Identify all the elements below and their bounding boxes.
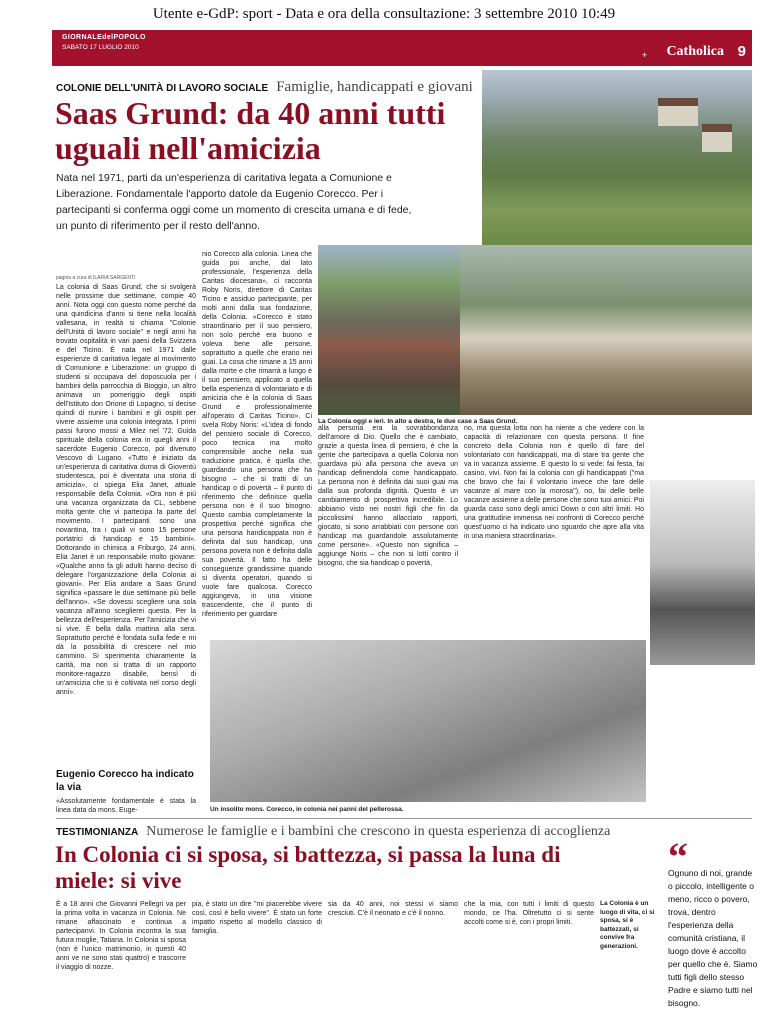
kicker-topic: Famiglie, handicappati e giovani [276,79,473,95]
section-divider [56,818,752,819]
newspaper-brand: GIORNALEdelPOPOLO [62,34,146,41]
testimony-label: TESTIMONIANZA [56,827,139,838]
article-column-3: alla persona era la sovrabbondanza dell'amore di Dio. Quello che è cambiato, grazie a questa linea di pensiero, è che la gente che partecipava a quella Colonia non guardava più alla persona che aveva un handicap definendola come handicappato. La persona non è definita dai suoi guai ma dalla sua profonda dignità. Questo è un cambiamento di prospettiva incredibile. Lo abbiamo visto nei nostri figli che fin da piccolissimi hanno allacciato rapporti, giocato, si sono arrabbiati con persone con handicap ma guardandole assolutamente come persone». «Questo non significa – aggiunge Noris – che non si lotti contro il bisogno, che sia handicap o povertà, [318,425,458,567]
photo-caption-top: La Colonia oggi e ieri. In alto a destra, le due case a Saas Grund. [318,418,518,425]
kicker-label: COLONIE DELL'UNITÀ DI LAVORO SOCIALE [56,83,269,94]
issue-date: SABATO 17 LUGLIO 2010 [62,44,139,51]
article-column-4: no, ma questa lotta non ha niente a che vedere con la capacità di relazionare con questa persona. Il fine concreto della Colonia non è quello di fare del volontariato con handicappati, ma di stare tra gente che va in vacanza assieme. E questo lo si vede: fai festa, fai casino, vivi. Non fai la colonia con gli handicappati ("ma che bravo che fai il volontario invece che fare delle vacanze al mare con la morosa"), no, fai delle belle vacanze assieme a delle persone che sono tuoi amici. Poi guarda caso sono degli amici Down o con altri limiti. Ho una gratitudine immensa nei confronti di Corecco perché quest'uomo ci ha indicato uno sguardo che apre alla vita in una maniera straordinaria». [464,425,644,540]
bw-corecco-photo [210,640,646,802]
testimony-column-3: sia da 40 anni, noi stessi vi siamo cresciuti. C'è il neonato e c'è il nonno. [328,901,458,917]
page-header-band [52,30,752,66]
consultation-header: Utente e-GdP: sport - Data e ora della consultazione: 3 settembre 2010 10:49 [152,6,616,22]
testimony-sidebar-caption: La Colonia è un luogo di vita, ci si sposa, si è battezzati, si convive fra generazioni. [600,900,655,950]
section-name: Catholica [666,44,724,59]
mountain-village-photo [482,70,752,245]
photo-caption-bw: Un insolito mons. Corecco, in colonia nei panni del pellerossa. [210,806,404,813]
subhead: Eugenio Corecco ha indicato la via [56,769,194,793]
testimony-column-4: che la mia, con tutti i limiti di questo mondo, ce l'ha. Oltretutto ci si sente accolti come si è, con i propri limiti. [464,901,594,926]
article-headline: Saas Grund: da 40 anni tutti uguali nell'amicizia [55,95,446,166]
article-standfirst: Nata nel 1971, parti da un'esperienza di caritativa legata a Comunione e Liberazione. Fondamentale l'apporto datole da Eugenio Corecco. Per i partecipanti si conferma oggi come un momento di crescita umana e di fede, un punto di riferimento per il resto dell'anno. [56,172,412,232]
music-photo [460,245,752,415]
quote-open-mark: “ [668,834,688,879]
pull-quote [662,834,758,1008]
testimony-headline: In Colonia ci si sposa, si battezza, si passa la luna di miele: si vive [55,842,561,893]
byline: pagina a cura di ILARIA SARGENTI [56,275,136,281]
testimony-column-1: È a 18 anni che Giovanni Pellegri va per la prima volta in vacanza in Colonia. Ne rimane affascinato e continua a partecipanvi. In Colonia incontra la sua futura moglie, Tatiana. In Colonia si sposa (non è l'unico matrimonio, in questi 40 anni ve ne sono stati quattro) e trascorre il viaggio di nozze. [56,901,186,971]
testimony-topic: Numerose le famiglie e i bambini che crescono in questa esperienza di accoglienza [146,824,611,839]
subhead-text: «Assolutamente fondamentale è stata la linea data da mons. Euge- [56,798,196,814]
bw-portrait-photo [650,480,755,665]
chalet-shape [702,124,732,152]
plus-mark: + [642,50,648,60]
testimony-kicker [56,822,610,840]
chalet-shape [658,98,698,126]
testimony-column-2: pia, è stato un dire "mi piacerebbe vivere così, così è bello vivere". È stato un forte impatto rispetto al modello classico di famiglia. [192,901,322,935]
pull-quote-text: Ognuno di noi, grande o piccolo, intelligente o meno, ricco o povero, trova, dentro l'esperienza della comunità cristiana, il luogo dove è accolto per quello che è. Siamo tutti figli dello stesso Padre e siamo tutti nel bisogno. [668,868,758,1008]
article-column-2: nio Corecco alla colonia. Linea che guida poi anche, dal lato professionale, l'esperienza della Caritas diocesana», ci racconta Roby Noris, direttore di Caritas Ticino e assiduo partecipante, per molti anni dalla sua fondazione, della Colonia. «Corecco è stato straordinario per il suo pensiero, non solo perché era buono e voleva bene alle persone, soprattutto a quelle che erano nei guai. La cosa che rimane a 15 anni dalla morte e che rimarrà a lungo è il suo pensiero, applicato a quella bella esperienza di volontariato e di amicizia che è la colonia di Saas Grund e professionalmente all'operato di Caritas Ticino». Ci svela Roby Noris: «L'idea di fondo del pensiero sociale di Corecco, poco tecnica ma molto comprensibile anche nella sua traduzione pratica, è quella che, guardando una persona che ha bisogno – che si tratti di un handicap o di povertà – il punto di riferimento che definisce quella persona non è il suo bisogno. Questo cambia completamente la prospettiva perché significa che una persona handicappata non è definita dal suo handicap, una persona povera non è definita dalla sua povertà. Il fatto ha delle conseguenze grandissime quando si diventa operatori, quando si vuole fare qualcosa. Corecco aggiungeva, in una visione trascendente, che il punto di riferimento per guardare [202,251,312,618]
page-number: 9 [737,43,746,60]
group-photo [318,245,460,415]
article-column-1: La colonia di Saas Grund, che si svolgerà nelle prossime due settimane, compie 40 anni. Nota oggi con questo nome perché da una quindicina d'anni si tiene nella località vallesana, in realtà si chiama "Colonie dell'Unità di lavoro sociale" e negli anni ha trovato ospitalità in vari paesi della Svizzera e del Ticino. È nata nel 1971 dalle esperienze di caritativa legate al movimento di Comunione e Liberazione: un gruppo di studenti si occupava del doposcuola per i bambini della parrocchia di Bioggio, un altro animava un pomeriggio degli ospiti dell'Istituto don Orione di Lopagno, si decise quindi di riunire i bambini e gli ospiti per vivere assieme una colonia integrata. I primi passi furono mossi a Milez nel '72. Guida spirituale della colonia era in quegli anni il sacerdote Eugenio Corecco, poi divenuto Vescovo di Lugano. «Tutto è iniziato da un'esperienza di caritativa durna di Gioventù studentesca, poi è diventata una storia di amicizia», ci spiega Elia Janet, attuale responsabile della Colonia. «Ora non è più una vacanza organizzata da CL, sebbene molta gente che vi partecipa fa parte del movimento. I partecipanti sono una novantina, tra i quali vi sono 15 persone portatrici di handicap e 15 bambini». Dottorando in chimica a Friburgo, 24 anni, Elia Janet è un responsabile molto giovane: «Qualche anno fa gli adulti hanno deciso di delegare l'organizzazione della Colonia ai giovani». Per Elia andare a Saas Grund significa «passare le due settimane più belle dell'anno». «Se dovessi scegliere una sola vacanza all'anno sceglierei questa. Per la bellezza dell'esperienza. Per l'amicizia che vi si vive. È bella dalla mattina alla sera. Soprattutto perché è fondata sulla fede e mi dà la possibilità di crescere nel mio cammino. Si sperimenta chiaramente la carità, ma non si tratta di un rapporto monitore-ragazzo disabile, bensì di un'amicizia che si è coltivata nel corso degli anni». [56,284,196,696]
